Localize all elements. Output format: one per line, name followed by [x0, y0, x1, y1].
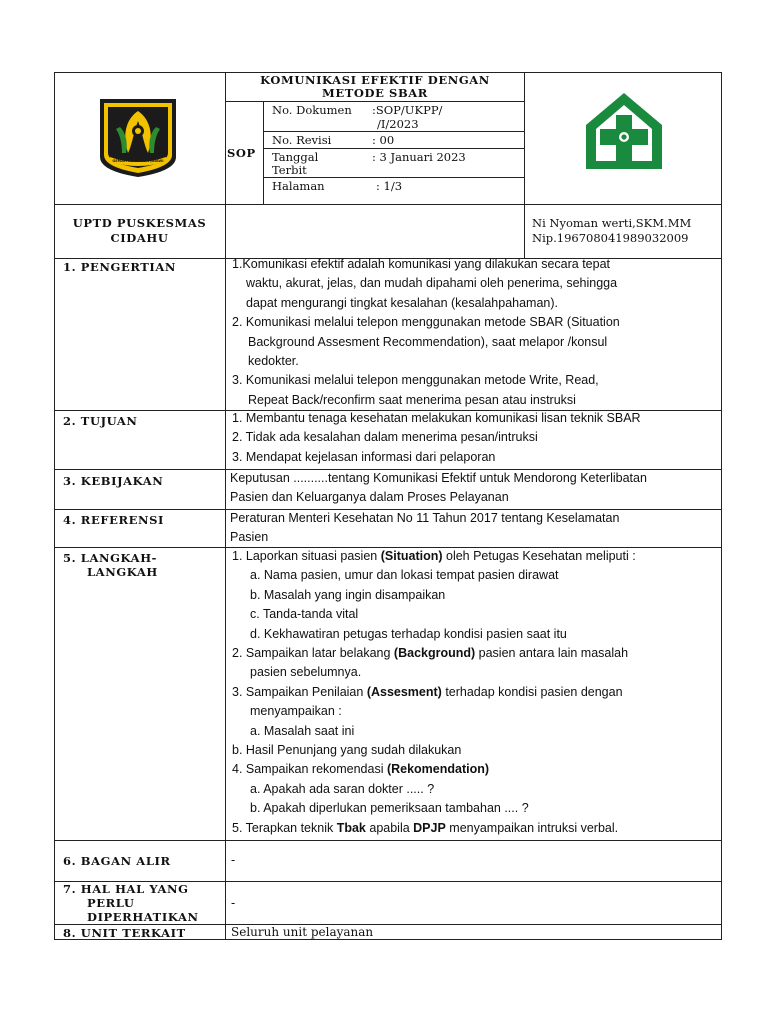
tujuan-item: 3. Mendapat kejelasan informasi dari pelaporan [232, 449, 496, 464]
referensi-line: Peraturan Menteri Kesehatan No 11 Tahun 2017 tentang Keselamatan [230, 511, 620, 525]
bagan-alir-value: - [231, 853, 236, 867]
section-label-unit-terkait: 8. UNIT TERKAIT [63, 926, 186, 940]
section-label-bagan-alir: 6. BAGAN ALIR [63, 854, 171, 868]
hal-label-1: 7. HAL HAL YANG [63, 882, 189, 896]
langkah-sub: b. Masalah yang ingin disampaikan [250, 587, 446, 602]
organization-name [54, 216, 225, 246]
kebijakan-content [230, 469, 647, 508]
section-label-langkah [63, 551, 158, 579]
pengertian-line: waktu, akurat, jelas, dan mudah dipahami oleh penerima, sehingga [246, 276, 618, 291]
langkah-sub: d. Kekhawatiran petugas terhadap kondisi pasien saat itu [250, 626, 567, 641]
langkah-sub: a. Apakah ada saran dokter ..... ? [250, 781, 435, 796]
langkah-step-4: 4. Sampaikan rekomendasi (Rekomendation) [232, 762, 490, 777]
pengertian-line: 1.Komunikasi efektif adalah komunikasi yang dilakukan secara tepat [232, 257, 610, 271]
page-value: : 1/3 [376, 179, 403, 193]
pengertian-line: 2. Komunikasi melalui telepon menggunakan metode SBAR (Situation [232, 315, 620, 330]
pengertian-content [232, 255, 620, 410]
section-label-pengertian: 1. PENGERTIAN [63, 260, 177, 274]
hal-perlu-value: - [231, 896, 236, 910]
langkah-step-3: 3. Sampaikan Penilaian (Assesment) terhadap kondisi pasien dengan [232, 684, 623, 699]
crest-motto: GEMAH RIPAH LOH JINAWI [112, 159, 164, 163]
doc-no-value-2: /I/2023 [377, 117, 419, 131]
section-label-hal-perlu [63, 882, 199, 924]
langkah-sub: b. Hasil Penunjang yang sudah dilakukan [232, 743, 462, 758]
pengertian-line: dapat mengurangi tingkat kesalahan (kesalahpahaman). [246, 295, 559, 310]
tujuan-content [232, 409, 641, 467]
langkah-step-5: 5. Terapkan teknik Tbak apabila DPJP menyampaikan intruksi verbal. [232, 820, 619, 835]
langkah-content [232, 547, 636, 838]
issued-label-2: Terbit [272, 163, 307, 177]
sop-label: SOP [227, 146, 256, 160]
langkah-sub: c. Tanda-tanda vital [250, 607, 359, 622]
regency-crest-logo [98, 97, 178, 179]
langkah-sub: b. Apakah diperlukan pemeriksaan tambahan .... ? [250, 801, 529, 816]
section-label-referensi: 4. REFERENSI [63, 513, 164, 527]
hal-label-3: DIPERHATIKAN [87, 910, 199, 924]
org-line-1: UPTD PUSKESMAS [72, 216, 207, 230]
hal-label-2: PERLU [87, 896, 135, 910]
langkah-continuation: pasien sebelumnya. [250, 665, 362, 680]
referensi-line: Pasien [230, 530, 269, 545]
kebijakan-line: Pasien dan Keluarganya dalam Proses Pelayanan [230, 490, 509, 505]
title-line-2: METODE SBAR [322, 86, 428, 100]
kebijakan-line: Keputusan ..........tentang Komunikasi Efektif untuk Mendorong Keterlibatan [230, 471, 647, 485]
langkah-sub: a. Nama pasien, umur dan lokasi tempat pasien dirawat [250, 568, 559, 583]
langkah-step-1: 1. Laporkan situasi pasien (Situation) oleh Petugas Kesehatan meliputi : [232, 549, 636, 563]
title-line-1: KOMUNIKASI EFEKTIF DENGAN [260, 73, 490, 87]
langkah-label-1: 5. LANGKAH- [63, 551, 158, 565]
pengertian-line: 3. Komunikasi melalui telepon menggunakan metode Write, Read, [232, 373, 599, 388]
tujuan-item: 2. Tidak ada kesalahan dalam menerima pesan/intruksi [232, 430, 538, 445]
revision-value: : 00 [372, 133, 395, 147]
signer-nip: Nip.196708041989032009 [532, 231, 689, 245]
pengertian-line: kedokter. [248, 354, 299, 369]
puskesmas-logo [582, 91, 666, 173]
unit-terkait-value: Seluruh unit pelayanan [231, 925, 374, 939]
issued-label-1: Tanggal [272, 150, 319, 164]
revision-label: No. Revisi [272, 133, 332, 147]
section-label-kebijakan: 3. KEBIJAKAN [63, 474, 164, 488]
referensi-content [230, 509, 619, 548]
langkah-label-2: LANGKAH [87, 565, 158, 579]
section-label-tujuan: 2. TUJUAN [63, 414, 138, 428]
page-label: Halaman [272, 179, 325, 193]
langkah-step-2: 2. Sampaikan latar belakang (Background) pasien antara lain masalah [232, 646, 629, 661]
doc-no-label: No. Dokumen [272, 103, 352, 117]
issued-value: : 3 Januari 2023 [372, 150, 466, 164]
document-title [225, 74, 525, 100]
signer-name: Ni Nyoman werti,SKM.MM [532, 216, 692, 230]
doc-no-value-1: :SOP/UKPP/ [372, 103, 443, 117]
langkah-continuation: menyampaikan : [250, 704, 342, 719]
pengertian-line: Background Assesment Recommendation), saat melapor /konsul [248, 334, 608, 349]
tujuan-item: 1. Membantu tenaga kesehatan melakukan komunikasi lisan teknik SBAR [232, 411, 641, 425]
signer-block [532, 216, 691, 246]
org-line-2: CIDAHU [110, 231, 169, 245]
pengertian-line: Repeat Back/reconfirm saat menerima pesan atau instruksi [248, 392, 576, 407]
langkah-sub: a. Masalah saat ini [250, 723, 355, 738]
